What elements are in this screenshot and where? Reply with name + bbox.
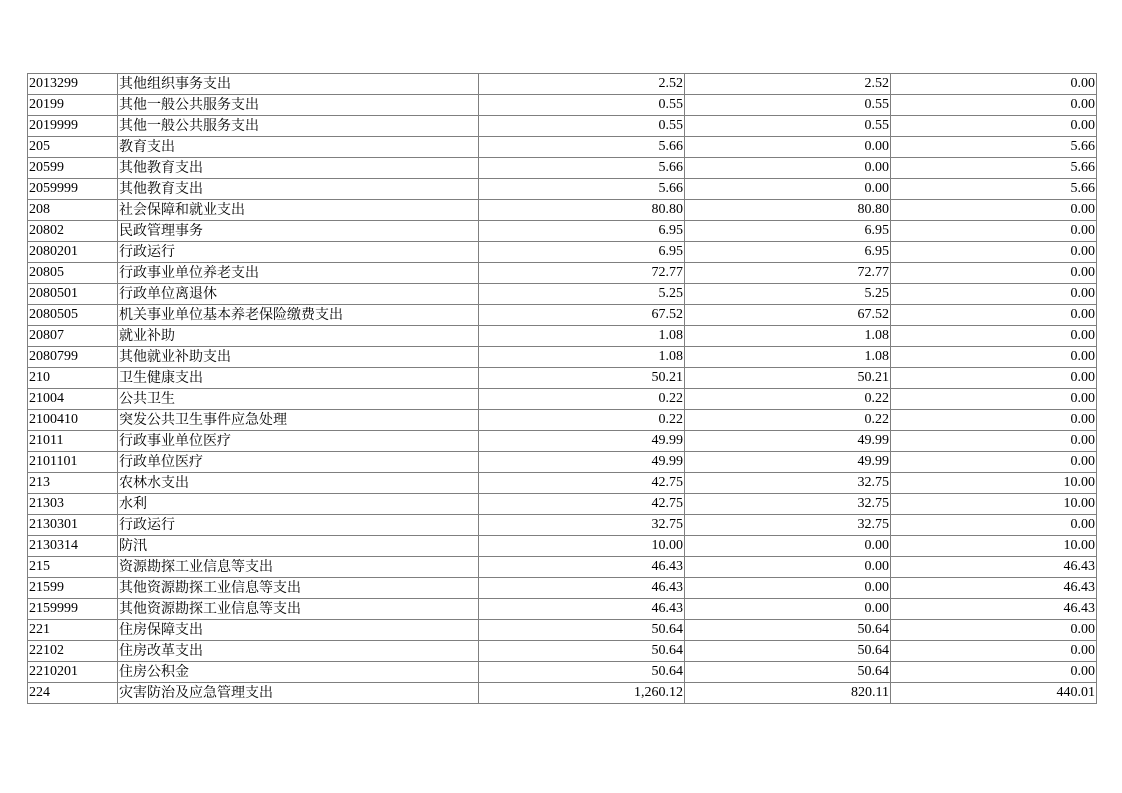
project-expenditure-cell: 0.00 — [891, 200, 1097, 221]
subject-name-cell: 资源勘探工业信息等支出 — [118, 557, 479, 578]
subject-code-cell: 21011 — [28, 431, 118, 452]
total-amount-cell: 6.95 — [479, 221, 685, 242]
subject-code-cell: 221 — [28, 620, 118, 641]
total-amount-cell: 5.66 — [479, 179, 685, 200]
subject-name-cell: 教育支出 — [118, 137, 479, 158]
project-expenditure-cell: 0.00 — [891, 95, 1097, 116]
total-amount-cell: 5.66 — [479, 137, 685, 158]
subject-code-cell: 2080201 — [28, 242, 118, 263]
basic-expenditure-cell: 0.55 — [685, 116, 891, 137]
basic-expenditure-cell: 0.55 — [685, 95, 891, 116]
project-expenditure-cell: 10.00 — [891, 536, 1097, 557]
total-amount-cell: 46.43 — [479, 599, 685, 620]
basic-expenditure-cell: 32.75 — [685, 515, 891, 536]
total-amount-cell: 42.75 — [479, 494, 685, 515]
table-row — [28, 683, 1097, 704]
total-amount-cell: 1.08 — [479, 347, 685, 368]
total-amount-cell: 0.55 — [479, 116, 685, 137]
project-expenditure-cell: 0.00 — [891, 452, 1097, 473]
project-expenditure-cell: 0.00 — [891, 305, 1097, 326]
subject-name-cell: 卫生健康支出 — [118, 368, 479, 389]
basic-expenditure-cell: 5.25 — [685, 284, 891, 305]
total-amount-cell: 50.21 — [479, 368, 685, 389]
subject-name-cell: 其他一般公共服务支出 — [118, 95, 479, 116]
project-expenditure-cell: 0.00 — [891, 389, 1097, 410]
project-expenditure-cell: 0.00 — [891, 515, 1097, 536]
subject-name-cell: 其他教育支出 — [118, 179, 479, 200]
project-expenditure-cell: 10.00 — [891, 473, 1097, 494]
subject-name-cell: 农林水支出 — [118, 473, 479, 494]
subject-name-cell: 行政运行 — [118, 515, 479, 536]
total-amount-cell: 50.64 — [479, 641, 685, 662]
basic-expenditure-cell: 0.00 — [685, 599, 891, 620]
table-row — [28, 662, 1097, 683]
subject-name-cell: 住房保障支出 — [118, 620, 479, 641]
total-amount-cell: 46.43 — [479, 578, 685, 599]
total-amount-cell: 0.22 — [479, 389, 685, 410]
subject-name-cell: 住房改革支出 — [118, 641, 479, 662]
table-row — [28, 242, 1097, 263]
basic-expenditure-cell: 50.64 — [685, 641, 891, 662]
table-row — [28, 494, 1097, 515]
basic-expenditure-cell: 0.00 — [685, 179, 891, 200]
subject-name-cell: 行政事业单位医疗 — [118, 431, 479, 452]
subject-code-cell: 20199 — [28, 95, 118, 116]
basic-expenditure-cell: 67.52 — [685, 305, 891, 326]
subject-code-cell: 215 — [28, 557, 118, 578]
table-row — [28, 263, 1097, 284]
project-expenditure-cell: 0.00 — [891, 347, 1097, 368]
subject-name-cell: 灾害防治及应急管理支出 — [118, 683, 479, 704]
project-expenditure-cell: 0.00 — [891, 263, 1097, 284]
subject-name-cell: 其他资源勘探工业信息等支出 — [118, 578, 479, 599]
project-expenditure-cell: 440.01 — [891, 683, 1097, 704]
subject-name-cell: 其他就业补助支出 — [118, 347, 479, 368]
table-row — [28, 221, 1097, 242]
subject-code-cell: 20805 — [28, 263, 118, 284]
basic-expenditure-cell: 0.00 — [685, 158, 891, 179]
total-amount-cell: 2.52 — [479, 74, 685, 95]
total-amount-cell: 10.00 — [479, 536, 685, 557]
basic-expenditure-cell: 50.21 — [685, 368, 891, 389]
table-row — [28, 95, 1097, 116]
table-row — [28, 305, 1097, 326]
total-amount-cell: 1,260.12 — [479, 683, 685, 704]
basic-expenditure-cell: 0.00 — [685, 557, 891, 578]
basic-expenditure-cell: 2.52 — [685, 74, 891, 95]
project-expenditure-cell: 10.00 — [891, 494, 1097, 515]
subject-code-cell: 2019999 — [28, 116, 118, 137]
total-amount-cell: 50.64 — [479, 662, 685, 683]
subject-name-cell: 防汛 — [118, 536, 479, 557]
subject-name-cell: 其他一般公共服务支出 — [118, 116, 479, 137]
total-amount-cell: 67.52 — [479, 305, 685, 326]
basic-expenditure-cell: 50.64 — [685, 620, 891, 641]
project-expenditure-cell: 0.00 — [891, 641, 1097, 662]
subject-code-cell: 2059999 — [28, 179, 118, 200]
table-row — [28, 200, 1097, 221]
table-row — [28, 368, 1097, 389]
subject-name-cell: 其他教育支出 — [118, 158, 479, 179]
project-expenditure-cell: 0.00 — [891, 620, 1097, 641]
subject-code-cell: 2101101 — [28, 452, 118, 473]
table-row — [28, 158, 1097, 179]
subject-code-cell: 21599 — [28, 578, 118, 599]
table-row — [28, 326, 1097, 347]
subject-code-cell: 2130301 — [28, 515, 118, 536]
subject-name-cell: 行政事业单位养老支出 — [118, 263, 479, 284]
table-row — [28, 515, 1097, 536]
project-expenditure-cell: 0.00 — [891, 326, 1097, 347]
subject-code-cell: 205 — [28, 137, 118, 158]
basic-expenditure-cell: 49.99 — [685, 431, 891, 452]
basic-expenditure-cell: 49.99 — [685, 452, 891, 473]
table-row — [28, 473, 1097, 494]
table-row — [28, 410, 1097, 431]
subject-code-cell: 2210201 — [28, 662, 118, 683]
basic-expenditure-cell: 32.75 — [685, 473, 891, 494]
subject-code-cell: 224 — [28, 683, 118, 704]
basic-expenditure-cell: 50.64 — [685, 662, 891, 683]
project-expenditure-cell: 46.43 — [891, 578, 1097, 599]
subject-code-cell: 210 — [28, 368, 118, 389]
project-expenditure-cell: 46.43 — [891, 599, 1097, 620]
project-expenditure-cell: 0.00 — [891, 116, 1097, 137]
total-amount-cell: 5.25 — [479, 284, 685, 305]
table-row — [28, 389, 1097, 410]
subject-name-cell: 机关事业单位基本养老保险缴费支出 — [118, 305, 479, 326]
basic-expenditure-cell: 80.80 — [685, 200, 891, 221]
project-expenditure-cell: 0.00 — [891, 431, 1097, 452]
basic-expenditure-cell: 1.08 — [685, 326, 891, 347]
subject-name-cell: 住房公积金 — [118, 662, 479, 683]
subject-name-cell: 公共卫生 — [118, 389, 479, 410]
subject-code-cell: 2100410 — [28, 410, 118, 431]
total-amount-cell: 5.66 — [479, 158, 685, 179]
subject-name-cell: 社会保障和就业支出 — [118, 200, 479, 221]
subject-code-cell: 2080799 — [28, 347, 118, 368]
project-expenditure-cell: 0.00 — [891, 221, 1097, 242]
total-amount-cell: 46.43 — [479, 557, 685, 578]
subject-code-cell: 2159999 — [28, 599, 118, 620]
table-row — [28, 74, 1097, 95]
basic-expenditure-cell: 32.75 — [685, 494, 891, 515]
table-row — [28, 284, 1097, 305]
project-expenditure-cell: 0.00 — [891, 410, 1097, 431]
project-expenditure-cell: 0.00 — [891, 74, 1097, 95]
subject-name-cell: 突发公共卫生事件应急处理 — [118, 410, 479, 431]
table-row — [28, 137, 1097, 158]
basic-expenditure-cell: 820.11 — [685, 683, 891, 704]
subject-name-cell: 就业补助 — [118, 326, 479, 347]
table-row — [28, 431, 1097, 452]
subject-code-cell: 20807 — [28, 326, 118, 347]
subject-name-cell: 行政运行 — [118, 242, 479, 263]
total-amount-cell: 72.77 — [479, 263, 685, 284]
table-row — [28, 116, 1097, 137]
subject-code-cell: 20599 — [28, 158, 118, 179]
table-row — [28, 347, 1097, 368]
total-amount-cell: 49.99 — [479, 431, 685, 452]
table-body — [28, 74, 1097, 704]
subject-name-cell: 其他资源勘探工业信息等支出 — [118, 599, 479, 620]
project-expenditure-cell: 0.00 — [891, 284, 1097, 305]
table-row — [28, 179, 1097, 200]
subject-name-cell: 民政管理事务 — [118, 221, 479, 242]
subject-name-cell: 行政单位离退休 — [118, 284, 479, 305]
subject-code-cell: 208 — [28, 200, 118, 221]
total-amount-cell: 1.08 — [479, 326, 685, 347]
basic-expenditure-cell: 1.08 — [685, 347, 891, 368]
subject-name-cell: 水利 — [118, 494, 479, 515]
project-expenditure-cell: 0.00 — [891, 242, 1097, 263]
subject-code-cell: 22102 — [28, 641, 118, 662]
subject-code-cell: 2013299 — [28, 74, 118, 95]
subject-code-cell: 2080505 — [28, 305, 118, 326]
project-expenditure-cell: 46.43 — [891, 557, 1097, 578]
basic-expenditure-cell: 6.95 — [685, 242, 891, 263]
project-expenditure-cell: 5.66 — [891, 179, 1097, 200]
table-row — [28, 620, 1097, 641]
table-row — [28, 641, 1097, 662]
basic-expenditure-cell: 0.22 — [685, 410, 891, 431]
subject-name-cell: 行政单位医疗 — [118, 452, 479, 473]
basic-expenditure-cell: 0.00 — [685, 578, 891, 599]
project-expenditure-cell: 0.00 — [891, 662, 1097, 683]
expenditure-table — [27, 73, 1097, 704]
table-row — [28, 452, 1097, 473]
subject-code-cell: 21303 — [28, 494, 118, 515]
total-amount-cell: 6.95 — [479, 242, 685, 263]
table-row — [28, 599, 1097, 620]
total-amount-cell: 42.75 — [479, 473, 685, 494]
total-amount-cell: 32.75 — [479, 515, 685, 536]
subject-code-cell: 20802 — [28, 221, 118, 242]
subject-code-cell: 2080501 — [28, 284, 118, 305]
basic-expenditure-cell: 0.22 — [685, 389, 891, 410]
total-amount-cell: 0.55 — [479, 95, 685, 116]
total-amount-cell: 50.64 — [479, 620, 685, 641]
basic-expenditure-cell: 0.00 — [685, 536, 891, 557]
total-amount-cell: 80.80 — [479, 200, 685, 221]
table-row — [28, 557, 1097, 578]
project-expenditure-cell: 5.66 — [891, 158, 1097, 179]
project-expenditure-cell: 0.00 — [891, 368, 1097, 389]
project-expenditure-cell: 5.66 — [891, 137, 1097, 158]
basic-expenditure-cell: 0.00 — [685, 137, 891, 158]
total-amount-cell: 0.22 — [479, 410, 685, 431]
subject-code-cell: 2130314 — [28, 536, 118, 557]
basic-expenditure-cell: 72.77 — [685, 263, 891, 284]
basic-expenditure-cell: 6.95 — [685, 221, 891, 242]
total-amount-cell: 49.99 — [479, 452, 685, 473]
subject-code-cell: 213 — [28, 473, 118, 494]
table-row — [28, 536, 1097, 557]
subject-name-cell: 其他组织事务支出 — [118, 74, 479, 95]
subject-code-cell: 21004 — [28, 389, 118, 410]
table-row — [28, 578, 1097, 599]
